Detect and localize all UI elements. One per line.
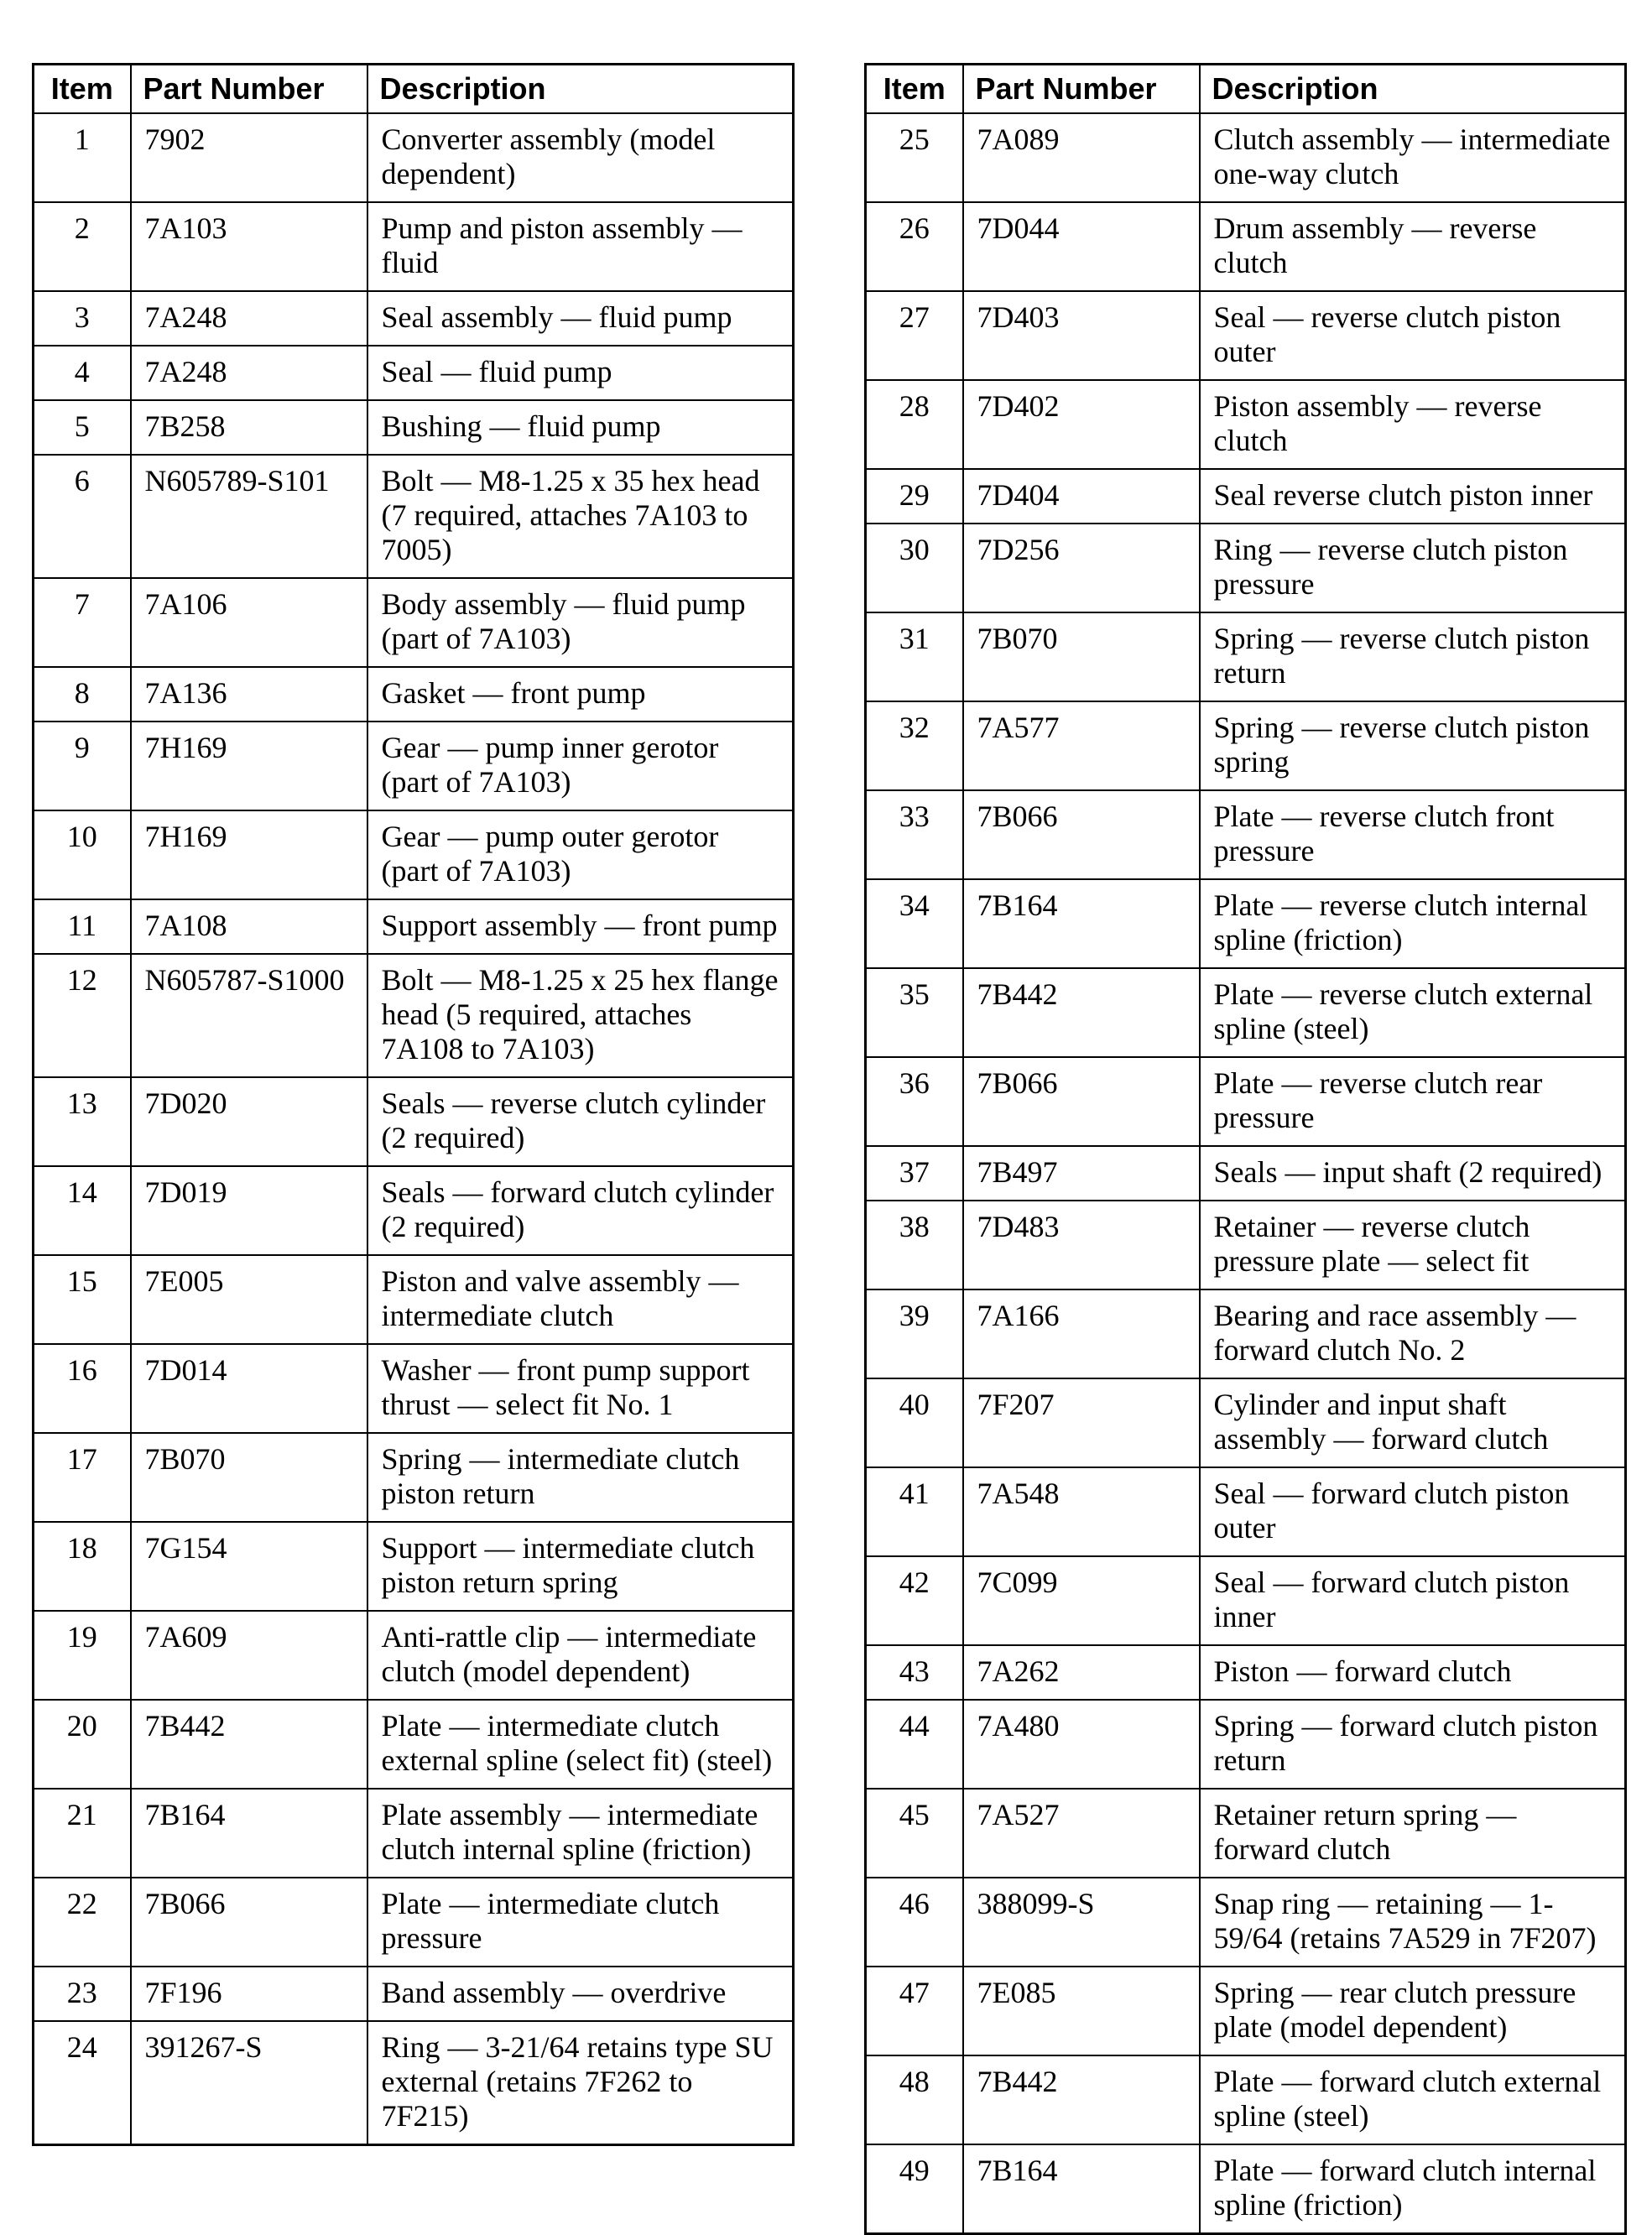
part-number-cell: 7902	[131, 113, 367, 202]
item-cell: 10	[34, 810, 131, 899]
description-cell: Seal — forward clutch piston inner	[1200, 1556, 1626, 1645]
parts-table-left	[32, 63, 795, 2146]
item-cell: 19	[34, 1611, 131, 1700]
description-cell: Gasket — front pump	[367, 667, 794, 722]
description-header: Description	[367, 65, 794, 114]
part-number-cell: 7A089	[963, 113, 1200, 202]
part-number-cell: 7B070	[963, 612, 1200, 701]
description-cell: Spring — intermediate clutch piston return	[367, 1433, 794, 1522]
item-cell: 38	[866, 1201, 963, 1289]
part-number-cell: 7D404	[963, 469, 1200, 524]
table-row	[34, 202, 794, 291]
table-row	[866, 524, 1626, 612]
description-cell: Spring — rear clutch pressure plate (model dependent)	[1200, 1967, 1626, 2055]
table-row	[34, 1522, 794, 1611]
part-number-cell: 7A136	[131, 667, 367, 722]
item-cell: 16	[34, 1344, 131, 1433]
table-row	[866, 1556, 1626, 1645]
item-cell: 26	[866, 202, 963, 291]
description-cell: Converter assembly (model dependent)	[367, 113, 794, 202]
item-cell: 15	[34, 1255, 131, 1344]
part-number-cell: 7D019	[131, 1166, 367, 1255]
table-row	[866, 879, 1626, 968]
table-row	[866, 202, 1626, 291]
table-row	[34, 455, 794, 578]
item-cell: 46	[866, 1878, 963, 1967]
item-cell: 32	[866, 701, 963, 790]
table-row	[866, 380, 1626, 469]
part-number-cell: 7D483	[963, 1201, 1200, 1289]
part-number-cell: 7A548	[963, 1467, 1200, 1556]
part-number-cell: 7A527	[963, 1789, 1200, 1878]
description-cell: Seals — forward clutch cylinder (2 required)	[367, 1166, 794, 1255]
description-cell: Gear — pump inner gerotor (part of 7A103)	[367, 722, 794, 810]
part-number-cell: 7A248	[131, 291, 367, 346]
part-number-cell: 7B258	[131, 400, 367, 455]
part-number-cell: 7H169	[131, 810, 367, 899]
item-cell: 28	[866, 380, 963, 469]
part-number-header: Part Number	[131, 65, 367, 114]
item-cell: 29	[866, 469, 963, 524]
item-header: Item	[866, 65, 963, 114]
description-cell: Piston and valve assembly — intermediate clutch	[367, 1255, 794, 1344]
description-cell: Bolt — M8-1.25 x 25 hex flange head (5 required, attaches 7A108 to 7A103)	[367, 954, 794, 1077]
item-cell: 44	[866, 1700, 963, 1789]
description-cell: Bearing and race assembly — forward clutch No. 2	[1200, 1289, 1626, 1378]
part-number-cell: 7A106	[131, 578, 367, 667]
item-cell: 40	[866, 1378, 963, 1467]
table-row	[34, 722, 794, 810]
part-number-cell: 7B066	[131, 1878, 367, 1967]
description-cell: Plate — intermediate clutch pressure	[367, 1878, 794, 1967]
table-row	[34, 954, 794, 1077]
table-row	[34, 667, 794, 722]
item-cell: 39	[866, 1289, 963, 1378]
rows-left	[34, 113, 794, 2145]
part-number-cell: 7B164	[131, 1789, 367, 1878]
table-row	[866, 1467, 1626, 1556]
description-cell: Spring — reverse clutch piston spring	[1200, 701, 1626, 790]
part-number-cell: 7F207	[963, 1378, 1200, 1467]
description-cell: Plate — reverse clutch front pressure	[1200, 790, 1626, 879]
item-cell: 4	[34, 346, 131, 400]
item-cell: 47	[866, 1967, 963, 2055]
part-number-header: Part Number	[963, 65, 1200, 114]
item-cell: 23	[34, 1967, 131, 2021]
item-cell: 41	[866, 1467, 963, 1556]
part-number-cell: 7A108	[131, 899, 367, 954]
table-row	[34, 1344, 794, 1433]
description-cell: Piston — forward clutch	[1200, 1645, 1626, 1700]
item-cell: 48	[866, 2055, 963, 2144]
description-cell: Plate — intermediate clutch external spline (select fit) (steel)	[367, 1700, 794, 1789]
table-row	[34, 1967, 794, 2021]
part-number-cell: 7B070	[131, 1433, 367, 1522]
part-number-cell: N605789-S101	[131, 455, 367, 578]
item-cell: 34	[866, 879, 963, 968]
table-row	[34, 2021, 794, 2145]
part-number-cell: 7A609	[131, 1611, 367, 1700]
table-row	[866, 1057, 1626, 1146]
description-cell: Retainer return spring — forward clutch	[1200, 1789, 1626, 1878]
description-cell: Spring — forward clutch piston return	[1200, 1700, 1626, 1789]
item-cell: 9	[34, 722, 131, 810]
item-cell: 27	[866, 291, 963, 380]
item-cell: 14	[34, 1166, 131, 1255]
table-row	[34, 346, 794, 400]
description-cell: Retainer — reverse clutch pressure plate — select fit	[1200, 1201, 1626, 1289]
description-cell: Plate — forward clutch internal spline (friction)	[1200, 2144, 1626, 2234]
table-row	[34, 1789, 794, 1878]
part-number-cell: 7D402	[963, 380, 1200, 469]
description-cell: Piston assembly — reverse clutch	[1200, 380, 1626, 469]
table-row	[34, 1878, 794, 1967]
description-cell: Plate assembly — intermediate clutch internal spline (friction)	[367, 1789, 794, 1878]
item-cell: 33	[866, 790, 963, 879]
item-cell: 13	[34, 1077, 131, 1166]
table-row	[34, 1433, 794, 1522]
item-cell: 37	[866, 1146, 963, 1201]
table-row	[34, 1077, 794, 1166]
table-row	[866, 469, 1626, 524]
table-row	[866, 1146, 1626, 1201]
part-number-cell: 7A103	[131, 202, 367, 291]
table-row	[34, 578, 794, 667]
part-number-cell: 7D020	[131, 1077, 367, 1166]
table-row	[34, 1166, 794, 1255]
part-number-cell: 7B497	[963, 1146, 1200, 1201]
description-cell: Support — intermediate clutch piston return spring	[367, 1522, 794, 1611]
table-row	[866, 701, 1626, 790]
item-cell: 2	[34, 202, 131, 291]
table-row	[34, 810, 794, 899]
description-cell: Seal — forward clutch piston outer	[1200, 1467, 1626, 1556]
description-cell: Seal reverse clutch piston inner	[1200, 469, 1626, 524]
part-number-cell: N605787-S1000	[131, 954, 367, 1077]
part-number-cell: 7H169	[131, 722, 367, 810]
description-cell: Seals — input shaft (2 required)	[1200, 1146, 1626, 1201]
description-cell: Drum assembly — reverse clutch	[1200, 202, 1626, 291]
description-cell: Cylinder and input shaft assembly — forward clutch	[1200, 1378, 1626, 1467]
description-cell: Gear — pump outer gerotor (part of 7A103)	[367, 810, 794, 899]
table-row	[866, 1289, 1626, 1378]
header-row	[866, 65, 1626, 114]
item-cell: 45	[866, 1789, 963, 1878]
description-cell: Seal — fluid pump	[367, 346, 794, 400]
part-number-cell: 7B442	[131, 1700, 367, 1789]
table-row	[866, 113, 1626, 202]
description-cell: Bolt — M8-1.25 x 35 hex head (7 required, attaches 7A103 to 7005)	[367, 455, 794, 578]
item-cell: 18	[34, 1522, 131, 1611]
part-number-cell: 7F196	[131, 1967, 367, 2021]
description-header: Description	[1200, 65, 1626, 114]
description-cell: Anti-rattle clip — intermediate clutch (model dependent)	[367, 1611, 794, 1700]
description-cell: Plate — reverse clutch rear pressure	[1200, 1057, 1626, 1146]
item-cell: 8	[34, 667, 131, 722]
description-cell: Plate — forward clutch external spline (steel)	[1200, 2055, 1626, 2144]
part-number-cell: 7B066	[963, 1057, 1200, 1146]
table-row	[866, 1789, 1626, 1878]
table-row	[866, 1878, 1626, 1967]
part-number-cell: 388099-S	[963, 1878, 1200, 1967]
table-row	[34, 113, 794, 202]
table-row	[34, 1700, 794, 1789]
table-row	[866, 2144, 1626, 2234]
table-row	[34, 1255, 794, 1344]
table-row	[866, 1967, 1626, 2055]
table-row	[866, 291, 1626, 380]
part-number-cell: 7B066	[963, 790, 1200, 879]
description-cell: Band assembly — overdrive	[367, 1967, 794, 2021]
item-cell: 49	[866, 2144, 963, 2234]
part-number-cell: 7G154	[131, 1522, 367, 1611]
table-row	[866, 612, 1626, 701]
description-cell: Snap ring — retaining — 1-59/64 (retains 7A529 in 7F207)	[1200, 1878, 1626, 1967]
part-number-cell: 7B442	[963, 968, 1200, 1057]
item-cell: 30	[866, 524, 963, 612]
part-number-cell: 7D014	[131, 1344, 367, 1433]
item-cell: 7	[34, 578, 131, 667]
description-cell: Clutch assembly — intermediate one-way clutch	[1200, 113, 1626, 202]
part-number-cell: 7B442	[963, 2055, 1200, 2144]
item-cell: 17	[34, 1433, 131, 1522]
part-number-cell: 7A262	[963, 1645, 1200, 1700]
item-cell: 31	[866, 612, 963, 701]
item-cell: 11	[34, 899, 131, 954]
table-row	[866, 790, 1626, 879]
part-number-cell: 7D256	[963, 524, 1200, 612]
table-row	[866, 2055, 1626, 2144]
part-number-cell: 7B164	[963, 879, 1200, 968]
description-cell: Pump and piston assembly — fluid	[367, 202, 794, 291]
description-cell: Seal — reverse clutch piston outer	[1200, 291, 1626, 380]
table-row	[34, 1611, 794, 1700]
item-cell: 22	[34, 1878, 131, 1967]
item-cell: 5	[34, 400, 131, 455]
item-cell: 20	[34, 1700, 131, 1789]
description-cell: Ring — 3-21/64 retains type SU external (retains 7F262 to 7F215)	[367, 2021, 794, 2145]
description-cell: Spring — reverse clutch piston return	[1200, 612, 1626, 701]
part-number-cell: 7E085	[963, 1967, 1200, 2055]
item-header: Item	[34, 65, 131, 114]
description-cell: Plate — reverse clutch internal spline (friction)	[1200, 879, 1626, 968]
rows-right	[866, 113, 1626, 2234]
table-row	[34, 291, 794, 346]
table-row	[866, 1645, 1626, 1700]
description-cell: Seal assembly — fluid pump	[367, 291, 794, 346]
item-cell: 6	[34, 455, 131, 578]
table-row	[866, 968, 1626, 1057]
part-number-cell: 7D044	[963, 202, 1200, 291]
item-cell: 3	[34, 291, 131, 346]
part-number-cell: 391267-S	[131, 2021, 367, 2145]
item-cell: 36	[866, 1057, 963, 1146]
part-number-cell: 7B164	[963, 2144, 1200, 2234]
parts-table-right	[864, 63, 1627, 2235]
description-cell: Washer — front pump support thrust — select fit No. 1	[367, 1344, 794, 1433]
table-row	[866, 1378, 1626, 1467]
item-cell: 43	[866, 1645, 963, 1700]
description-cell: Ring — reverse clutch piston pressure	[1200, 524, 1626, 612]
part-number-cell: 7A480	[963, 1700, 1200, 1789]
item-cell: 25	[866, 113, 963, 202]
item-cell: 12	[34, 954, 131, 1077]
item-cell: 35	[866, 968, 963, 1057]
part-number-cell: 7A166	[963, 1289, 1200, 1378]
table-row	[34, 899, 794, 954]
part-number-cell: 7D403	[963, 291, 1200, 380]
table-row	[866, 1201, 1626, 1289]
header-row	[34, 65, 794, 114]
description-cell: Body assembly — fluid pump (part of 7A103)	[367, 578, 794, 667]
part-number-cell: 7C099	[963, 1556, 1200, 1645]
part-number-cell: 7E005	[131, 1255, 367, 1344]
item-cell: 42	[866, 1556, 963, 1645]
description-cell: Bushing — fluid pump	[367, 400, 794, 455]
item-cell: 21	[34, 1789, 131, 1878]
description-cell: Plate — reverse clutch external spline (steel)	[1200, 968, 1626, 1057]
part-number-cell: 7A248	[131, 346, 367, 400]
table-row	[866, 1700, 1626, 1789]
description-cell: Seals — reverse clutch cylinder (2 required)	[367, 1077, 794, 1166]
table-row	[34, 400, 794, 455]
description-cell: Support assembly — front pump	[367, 899, 794, 954]
item-cell: 24	[34, 2021, 131, 2145]
item-cell: 1	[34, 113, 131, 202]
part-number-cell: 7A577	[963, 701, 1200, 790]
